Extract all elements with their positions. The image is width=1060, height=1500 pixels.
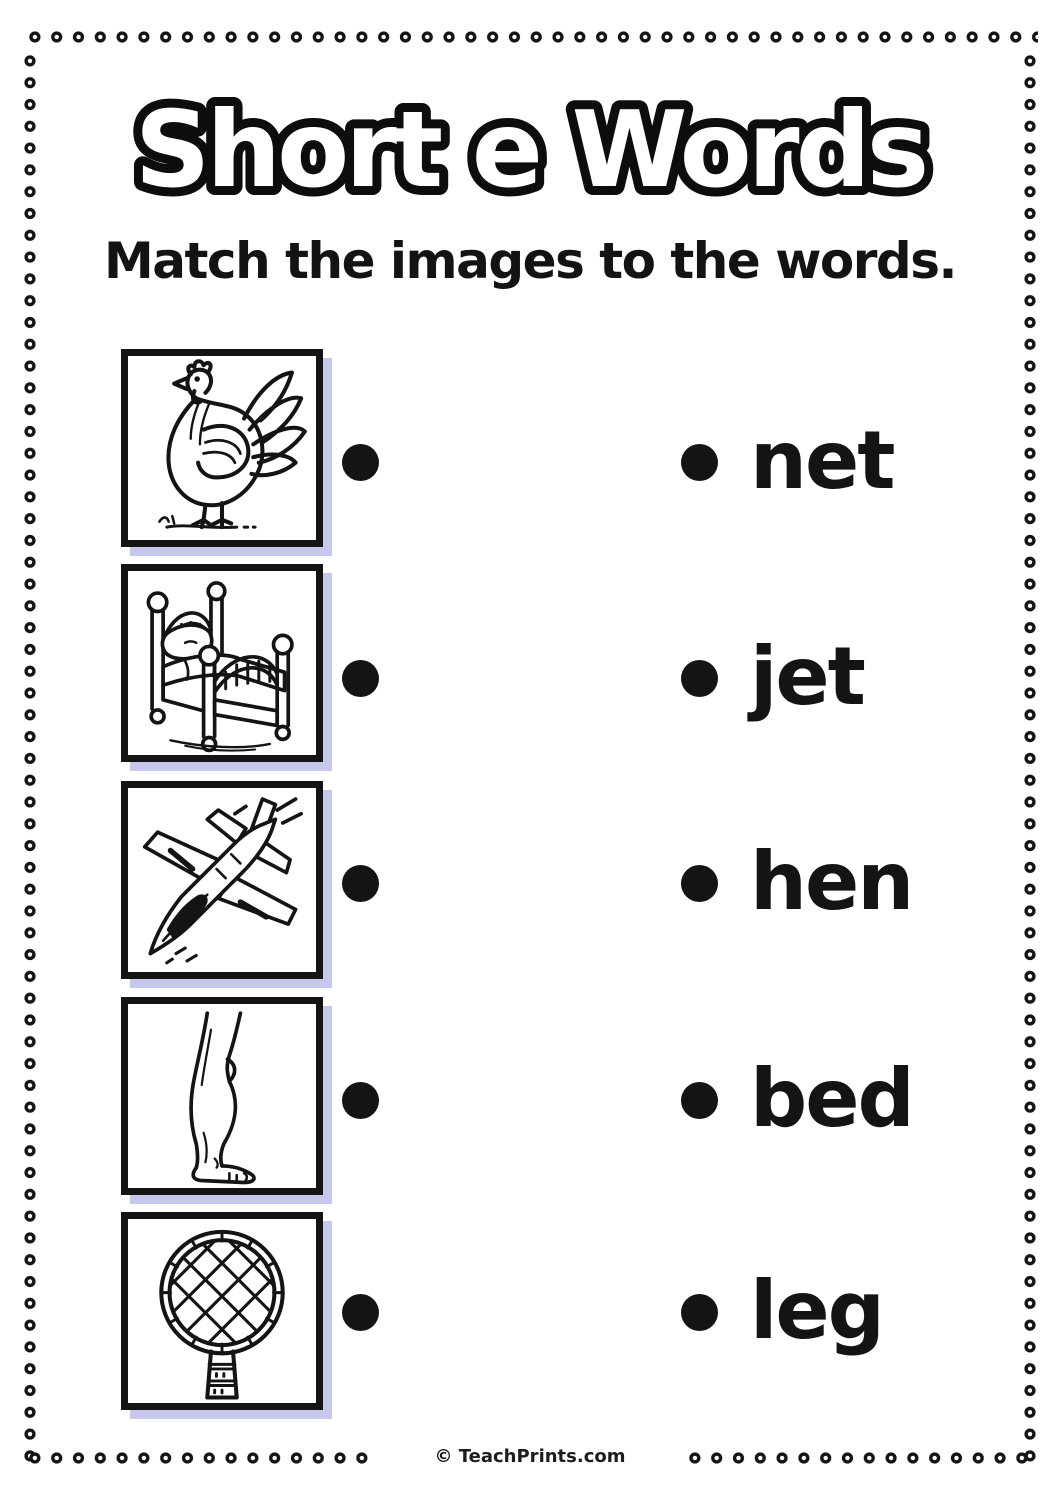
dotted-border-top	[24, 31, 1038, 43]
picture-dot-hen[interactable]	[342, 444, 379, 481]
net-illustration	[128, 1219, 316, 1403]
picture-card-bed[interactable]	[121, 564, 323, 762]
word-dot-leg[interactable]	[681, 1294, 718, 1331]
word-dot-jet[interactable]	[681, 660, 718, 697]
picture-dot-leg[interactable]	[342, 1082, 379, 1119]
picture-dot-net[interactable]	[342, 1294, 379, 1331]
jet-illustration	[128, 788, 316, 972]
footer-credit: © TeachPrints.com	[434, 1446, 626, 1467]
picture-card-jet[interactable]	[121, 781, 323, 979]
word-dot-bed[interactable]	[681, 1082, 718, 1119]
picture-card-leg[interactable]	[121, 997, 323, 1195]
page-title: Short e Words	[134, 89, 926, 211]
word-dot-hen[interactable]	[681, 865, 718, 902]
word-label-bed[interactable]: bed	[750, 1052, 913, 1145]
bed-illustration	[128, 571, 316, 755]
leg-illustration	[128, 1004, 316, 1188]
picture-card-net[interactable]	[121, 1212, 323, 1410]
word-label-hen[interactable]: hen	[750, 835, 913, 928]
hen-illustration	[128, 356, 316, 540]
instruction-text: Match the images to the words.	[104, 232, 956, 290]
word-dot-net[interactable]	[681, 444, 718, 481]
picture-dot-bed[interactable]	[342, 660, 379, 697]
word-label-jet[interactable]: jet	[750, 630, 864, 723]
word-label-leg[interactable]: leg	[750, 1264, 883, 1357]
picture-dot-jet[interactable]	[342, 865, 379, 902]
page-title-art	[0, 70, 1060, 220]
word-label-net[interactable]: net	[750, 414, 894, 507]
picture-card-hen[interactable]	[121, 349, 323, 547]
